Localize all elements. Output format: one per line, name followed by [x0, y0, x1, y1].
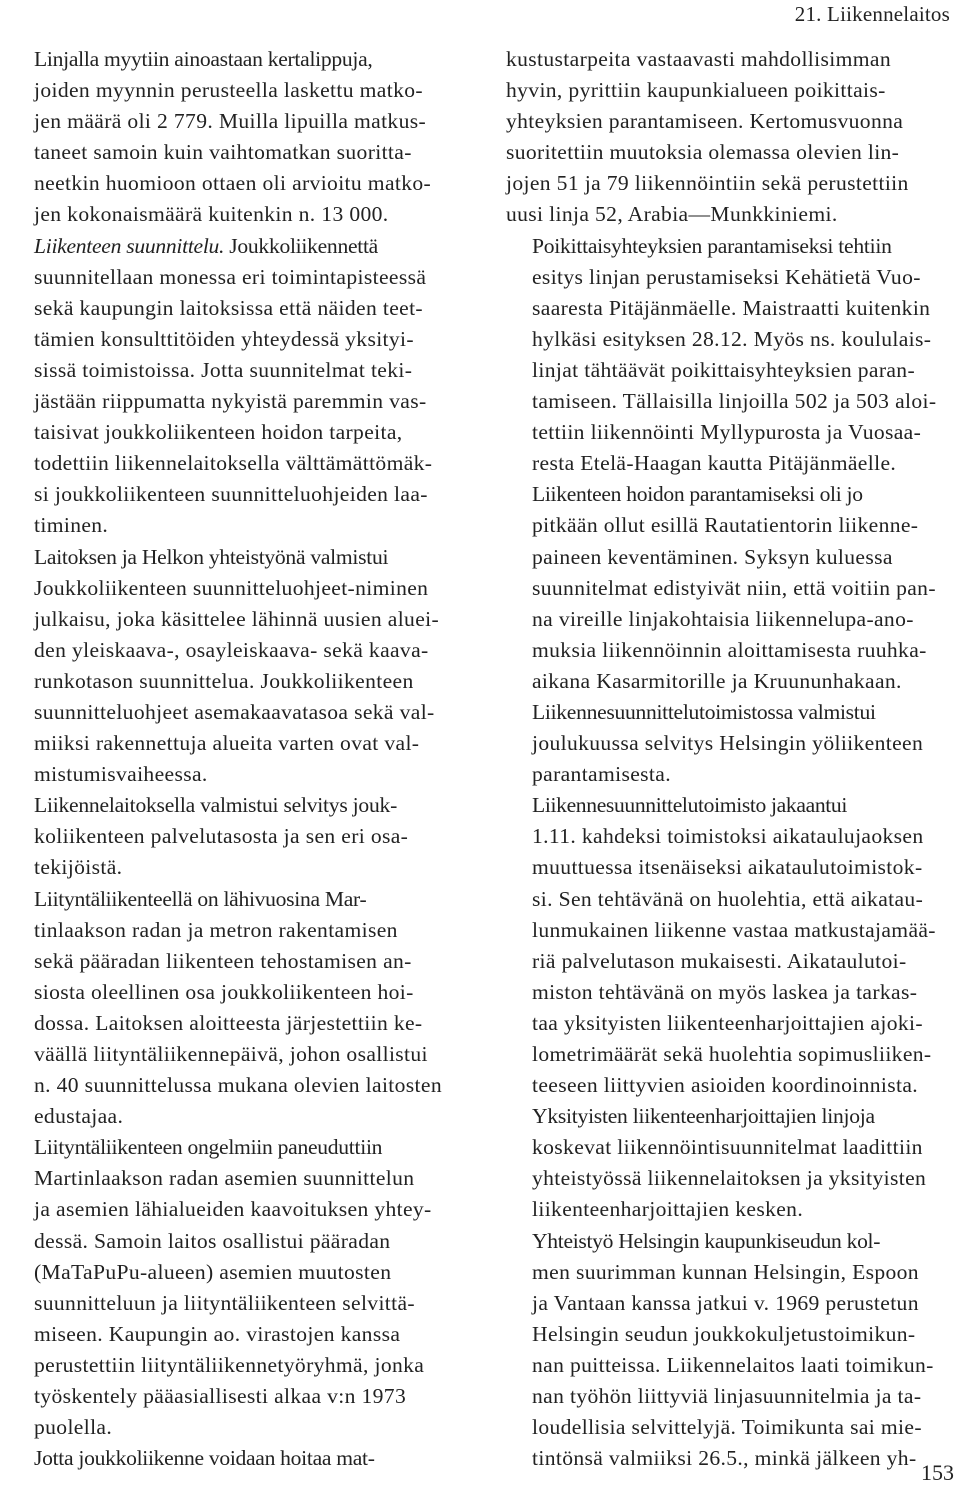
text-line: suunnitteluohjeet asemakaavatasoa sekä val-: [34, 699, 435, 724]
text-line: nan puitteissa. Liikennelaitos laati toimikun-: [532, 1352, 934, 1377]
text-line: muuttuessa itsenäiseksi aikataulutoimistok-: [532, 855, 923, 880]
text-line: siosta oleellinen osa joukkoliikenteen hoi-: [34, 979, 414, 1004]
text-line: sissä toimistoissa. Jotta suunnitelmat teki-: [34, 357, 413, 382]
paragraph-liikenteen-suunnittelu: [8, 231, 463, 542]
text-line: saaresta Pitäjänmäelle. Maistraatti kuitenkin: [532, 295, 931, 320]
text-line: nan työhön liittyviä linjasuunnitelmia ja ta-: [532, 1384, 922, 1409]
text-line: dessä. Samoin laitos osallistui pääradan: [34, 1228, 391, 1253]
text-line: jojen 51 ja 79 liikennöintiin sekä perustettiin: [506, 171, 909, 196]
text-line: suunnitteluun ja liityntäliikenteen selvittä-: [34, 1290, 415, 1315]
text-line: 1.11. kahdeksi toimistoksi aikataulujaoksen: [532, 824, 924, 849]
text-line: puolella.: [34, 1415, 113, 1440]
text-line: Yhteistyö Helsingin kaupunkiseudun kol-: [532, 1228, 881, 1253]
text-line: timinen.: [34, 513, 109, 538]
text-line: suunnitelmat edistyivät niin, että voitiin pan-: [532, 575, 936, 600]
text-line: jen kokonaismäärä kuitenkin n. 13 000.: [34, 202, 389, 227]
text-line: taa yksityisten liikenteenharjoittajien ajoki-: [532, 1010, 923, 1035]
text-line: hyvin, pyrittiin kaupunkialueen poikittais-: [506, 78, 886, 103]
paragraph: [8, 1443, 463, 1474]
text-line: miston tehtävänä on myös laskea ja tarkas-: [532, 979, 918, 1004]
text-line: tintönsä valmiiksi 26.5., minkä jälkeen yh-: [532, 1446, 917, 1471]
paragraph: [8, 884, 463, 1133]
text-line: Liikennelaitoksella valmistui selvitys jouk-: [34, 793, 398, 818]
text-line: yhteistyössä liikennelaitoksen ja yksityisten: [532, 1166, 927, 1191]
text-line: väällä liityntäliikennepäivä, johon osallistui: [34, 1042, 428, 1066]
text-line: mistumisvaiheessa.: [34, 762, 208, 787]
text-line: yhteyksien parantamiseen. Kertomusvuonna: [506, 109, 904, 134]
text-line: uusi linja 52, Arabia—Munkkiniemi.: [506, 202, 838, 227]
paragraph: [506, 231, 958, 480]
text-line: ja asemien lähialueiden kaavoituksen yhtey-: [34, 1197, 432, 1222]
text-line: Liityntäliikenteen ongelmiin paneuduttiin: [34, 1135, 383, 1160]
text-line: si. Sen tehtävänä on huolehtia, että aikatau-: [532, 886, 924, 911]
paragraph: [506, 479, 958, 697]
text-line: joiden myynnin perusteella laskettu matko-: [34, 78, 423, 103]
text-line: tämien konsulttitöiden yhteydessä yksityi-: [34, 326, 414, 351]
text-line: resta Etelä-Haagan kautta Pitäjänmäelle.: [532, 451, 897, 476]
text-line: työskentely pääasiallisesti alkaa v:n 1973: [34, 1384, 407, 1409]
paragraph: [8, 790, 463, 883]
running-header: 21. Liikennelaitos: [794, 2, 950, 26]
text-line: jen määrä oli 2 779. Muilla lipuilla matkus-: [34, 109, 427, 134]
section-heading: Liikenteen suunnittelu.: [34, 233, 225, 258]
text-line: Jotta joukkoliikenne voidaan hoitaa mat-: [34, 1446, 375, 1471]
text-line: Linjalla myytiin ainoastaan kertalippuja,: [34, 47, 373, 71]
paragraph: [506, 697, 958, 790]
text-line: runkotason suunnittelua. Joukkoliikenteen: [34, 668, 414, 693]
left-column: [8, 44, 463, 1474]
text-line: si joukkoliikenteen suunnitteluohjeiden laa-: [34, 482, 428, 507]
text-line: paineen keventäminen. Syksyn kuluessa: [532, 544, 893, 569]
text-line: den yleiskaava-, osayleiskaava- sekä kaava-: [34, 637, 429, 662]
text-line: riä palvelutason mukaisesti. Aikataulutoi-: [532, 948, 907, 973]
text-line: Laitoksen ja Helkon yhteistyönä valmistui: [34, 544, 389, 569]
paragraph: [8, 1132, 463, 1443]
text-line: suoritettiin muutoksia olemassa olevien lin-: [506, 140, 900, 165]
text-line: hylkäsi esityksen 28.12. Myös ns. koululais-: [532, 326, 932, 351]
text-line: ja Vantaan kanssa jatkui v. 1969 perustetun: [532, 1290, 919, 1315]
text-line: Joukkoliikenteen suunnitteluohjeet-niminen: [34, 575, 429, 600]
text-line: muksia liikennöinnin aloittamisesta ruuhka-: [532, 637, 927, 662]
text-line: edustajaa.: [34, 1104, 124, 1129]
text-line: n. 40 suunnittelussa mukana olevien laitosten: [34, 1073, 442, 1098]
text-line: na vireille linjakohtaisia liikennelupa-ano-: [532, 606, 914, 631]
paragraph: [506, 1226, 958, 1475]
text-line: dossa. Laitoksen aloitteesta järjestettiin ke-: [34, 1010, 423, 1035]
text-line: todettiin liikennelaitoksella välttämättömäk-: [34, 451, 433, 476]
paragraph: [8, 542, 463, 791]
text-line: Helsingin seudun joukkokuljetustoimikun-: [532, 1321, 916, 1346]
text-line: perustettiin liityntäliikennetyöryhmä, jonka: [34, 1352, 425, 1377]
text-line: suunnitellaan monessa eri toimintapisteessä: [34, 264, 427, 289]
text-line: Liikennesuunnittelutoimistossa valmistui: [532, 699, 876, 724]
text-line: sekä pääradan liikenteen tehostamisen an-: [34, 948, 412, 973]
text-line: Yksityisten liikenteenharjoittajien linjoja: [532, 1104, 875, 1129]
text-line: julkaisu, joka käsittelee lähinnä uusien aluei-: [34, 606, 440, 631]
text-line: joulukuussa selvitys Helsingin yöliikenteen: [532, 731, 924, 756]
paragraph: [8, 44, 463, 231]
text-line: koskevat liikennöintisuunnitelmat laadittiin: [532, 1135, 923, 1160]
text-line: neetkin huomioon ottaen oli arvioitu matko-: [34, 171, 432, 196]
text-line: lometrimäärät sekä huolehtia sopimusliiken-: [532, 1042, 932, 1066]
text-line: miiksi rakennettuja alueita varten ovat val-: [34, 731, 420, 756]
text-line: sekä kaupungin laitoksissa että näiden teet-: [34, 295, 423, 320]
paragraph: [506, 790, 958, 1101]
text-line: parantamisesta.: [532, 762, 671, 787]
text-line: tettiin liikennöinti Myllypurosta ja Vuosaa-: [532, 420, 922, 445]
text-line: linjat tähtäävät poikittaisyhteyksien paran-: [532, 357, 915, 382]
text-line: taneet samoin kuin vaihtomatkan suoritta-: [34, 140, 412, 165]
text-line: (MaTaPuPu-alueen) asemien muutosten: [34, 1259, 392, 1284]
text-line: loudellisia selvittelyjä. Toimikunta sai mie-: [532, 1415, 922, 1440]
paragraph-continued: [506, 44, 958, 231]
text-line: aikana Kasarmitorille ja Kruununhakaan.: [532, 668, 902, 693]
text-line: miseen. Kaupungin ao. virastojen kanssa: [34, 1321, 401, 1346]
text-line: tamiseen. Tällaisilla linjoilla 502 ja 503 aloi-: [532, 389, 937, 414]
text-line: Liityntäliikenteellä on lähivuosina Mar-: [34, 886, 367, 911]
text-line: teeseen liittyvien asioiden koordinoinnista.: [532, 1073, 919, 1098]
page-number: 153: [921, 1460, 954, 1485]
paragraph: [506, 1101, 958, 1225]
text-line: Liikenteen hoidon parantamiseksi oli jo: [532, 482, 863, 507]
text-line: lunmukainen liikenne vastaa matkustajamää-: [532, 917, 936, 942]
text-line: taisivat joukkoliikenteen hoidon tarpeita,: [34, 420, 403, 445]
text-line: Martinlaakson radan asemien suunnittelun: [34, 1166, 415, 1191]
text-line: Poikittaisyhteyksien parantamiseksi tehtiin: [532, 233, 892, 258]
text-line: liikenteenharjoittajien kesken.: [532, 1197, 804, 1222]
text-line: Liikennesuunnittelutoimisto jakaantui: [532, 793, 848, 818]
text-line-with-heading: Liikenteen suunnittelu. Joukkoliikennettä: [34, 233, 378, 258]
text-line: jästään riippumatta nykyistä paremmin vas-: [34, 389, 427, 414]
text-line: kustustarpeita vastaavasti mahdollisimman: [506, 47, 891, 71]
text-line: esitys linjan perustamiseksi Kehätietä Vuo-: [532, 264, 921, 289]
text-line: tinlaakson radan ja metron rakentamisen: [34, 917, 398, 942]
text-line: men suurimman kunnan Helsingin, Espoon: [532, 1259, 919, 1284]
text-line: pitkään ollut esillä Rautatientorin liikenne-: [532, 513, 919, 538]
text-line: koliikenteen palvelutasosta ja sen eri osa-: [34, 824, 409, 849]
text-line: tekijöistä.: [34, 855, 123, 880]
right-column: [506, 44, 958, 1474]
